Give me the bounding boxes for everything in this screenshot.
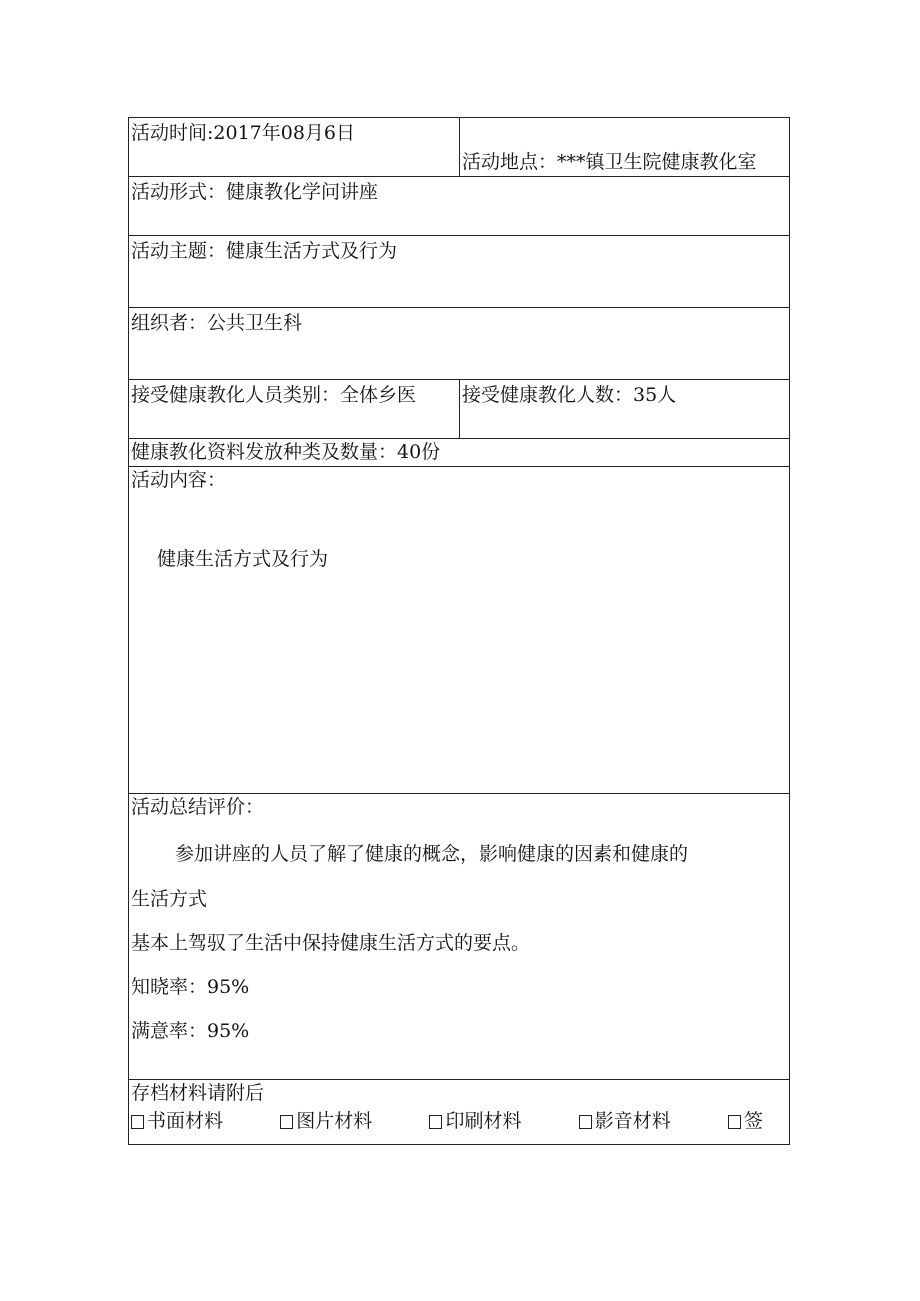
row-content — [129, 467, 790, 794]
summary-label: 活动总结评价： — [131, 796, 265, 818]
checkbox-icon[interactable] — [579, 1115, 592, 1129]
archive-option-label: 签 — [743, 1110, 763, 1132]
archive-cell — [129, 1080, 790, 1145]
checkbox-icon[interactable] — [728, 1115, 741, 1129]
activity-record-form — [128, 117, 789, 1145]
summary-line-2: 生活方式 — [131, 888, 208, 910]
activity-organizer: 组织者：公共卫生科 — [129, 308, 790, 380]
archive-option-av[interactable] — [579, 1108, 671, 1135]
row-theme — [129, 236, 790, 308]
activity-theme: 活动主题：健康生活方式及行为 — [129, 236, 790, 308]
archive-option-label: 图片材料 — [296, 1110, 373, 1132]
materials-distributed: 健康教化资料发放种类及数量：40份 — [129, 439, 790, 467]
row-archive — [129, 1080, 790, 1145]
archive-options — [131, 1108, 789, 1135]
record-table — [128, 117, 790, 1145]
audience-count: 接受健康教化人数：35人 — [460, 380, 790, 439]
summary-line-1: 参加讲座的人员了解了健康的概念，影响健康的因素和健康的 — [175, 843, 689, 865]
row-time-location — [129, 118, 790, 177]
checkbox-icon[interactable] — [280, 1115, 293, 1129]
checkbox-icon[interactable] — [429, 1115, 442, 1129]
row-audience — [129, 380, 790, 439]
summary-cell — [129, 794, 790, 1080]
checkbox-icon[interactable] — [131, 1115, 144, 1129]
activity-time: 活动时间:2017年08月6日 — [129, 118, 460, 177]
archive-option-written[interactable] — [131, 1108, 223, 1135]
archive-option-printed[interactable] — [429, 1108, 521, 1135]
content-body: 健康生活方式及行为 — [157, 548, 329, 570]
summary-line-3: 基本上驾驭了生活中保持健康生活方式的要点。 — [131, 932, 531, 954]
content-label: 活动内容： — [131, 469, 227, 491]
archive-option-label: 书面材料 — [147, 1110, 224, 1132]
archive-option-label: 印刷材料 — [445, 1110, 522, 1132]
row-organizer — [129, 308, 790, 380]
archive-option-sign[interactable] — [728, 1108, 763, 1135]
satisfaction-rate: 满意率：95% — [131, 1020, 250, 1042]
row-materials — [129, 439, 790, 467]
activity-form: 活动形式：健康教化学问讲座 — [129, 177, 790, 236]
audience-type: 接受健康教化人员类别：全体乡医 — [129, 380, 460, 439]
awareness-rate: 知晓率：95% — [131, 976, 250, 998]
row-form — [129, 177, 790, 236]
archive-option-images[interactable] — [280, 1108, 372, 1135]
row-summary — [129, 794, 790, 1080]
content-cell — [129, 467, 790, 794]
activity-location: 活动地点：***镇卫生院健康教化室 — [460, 118, 790, 177]
archive-option-label: 影音材料 — [594, 1110, 671, 1132]
archive-label: 存档材料请附后 — [131, 1082, 265, 1104]
